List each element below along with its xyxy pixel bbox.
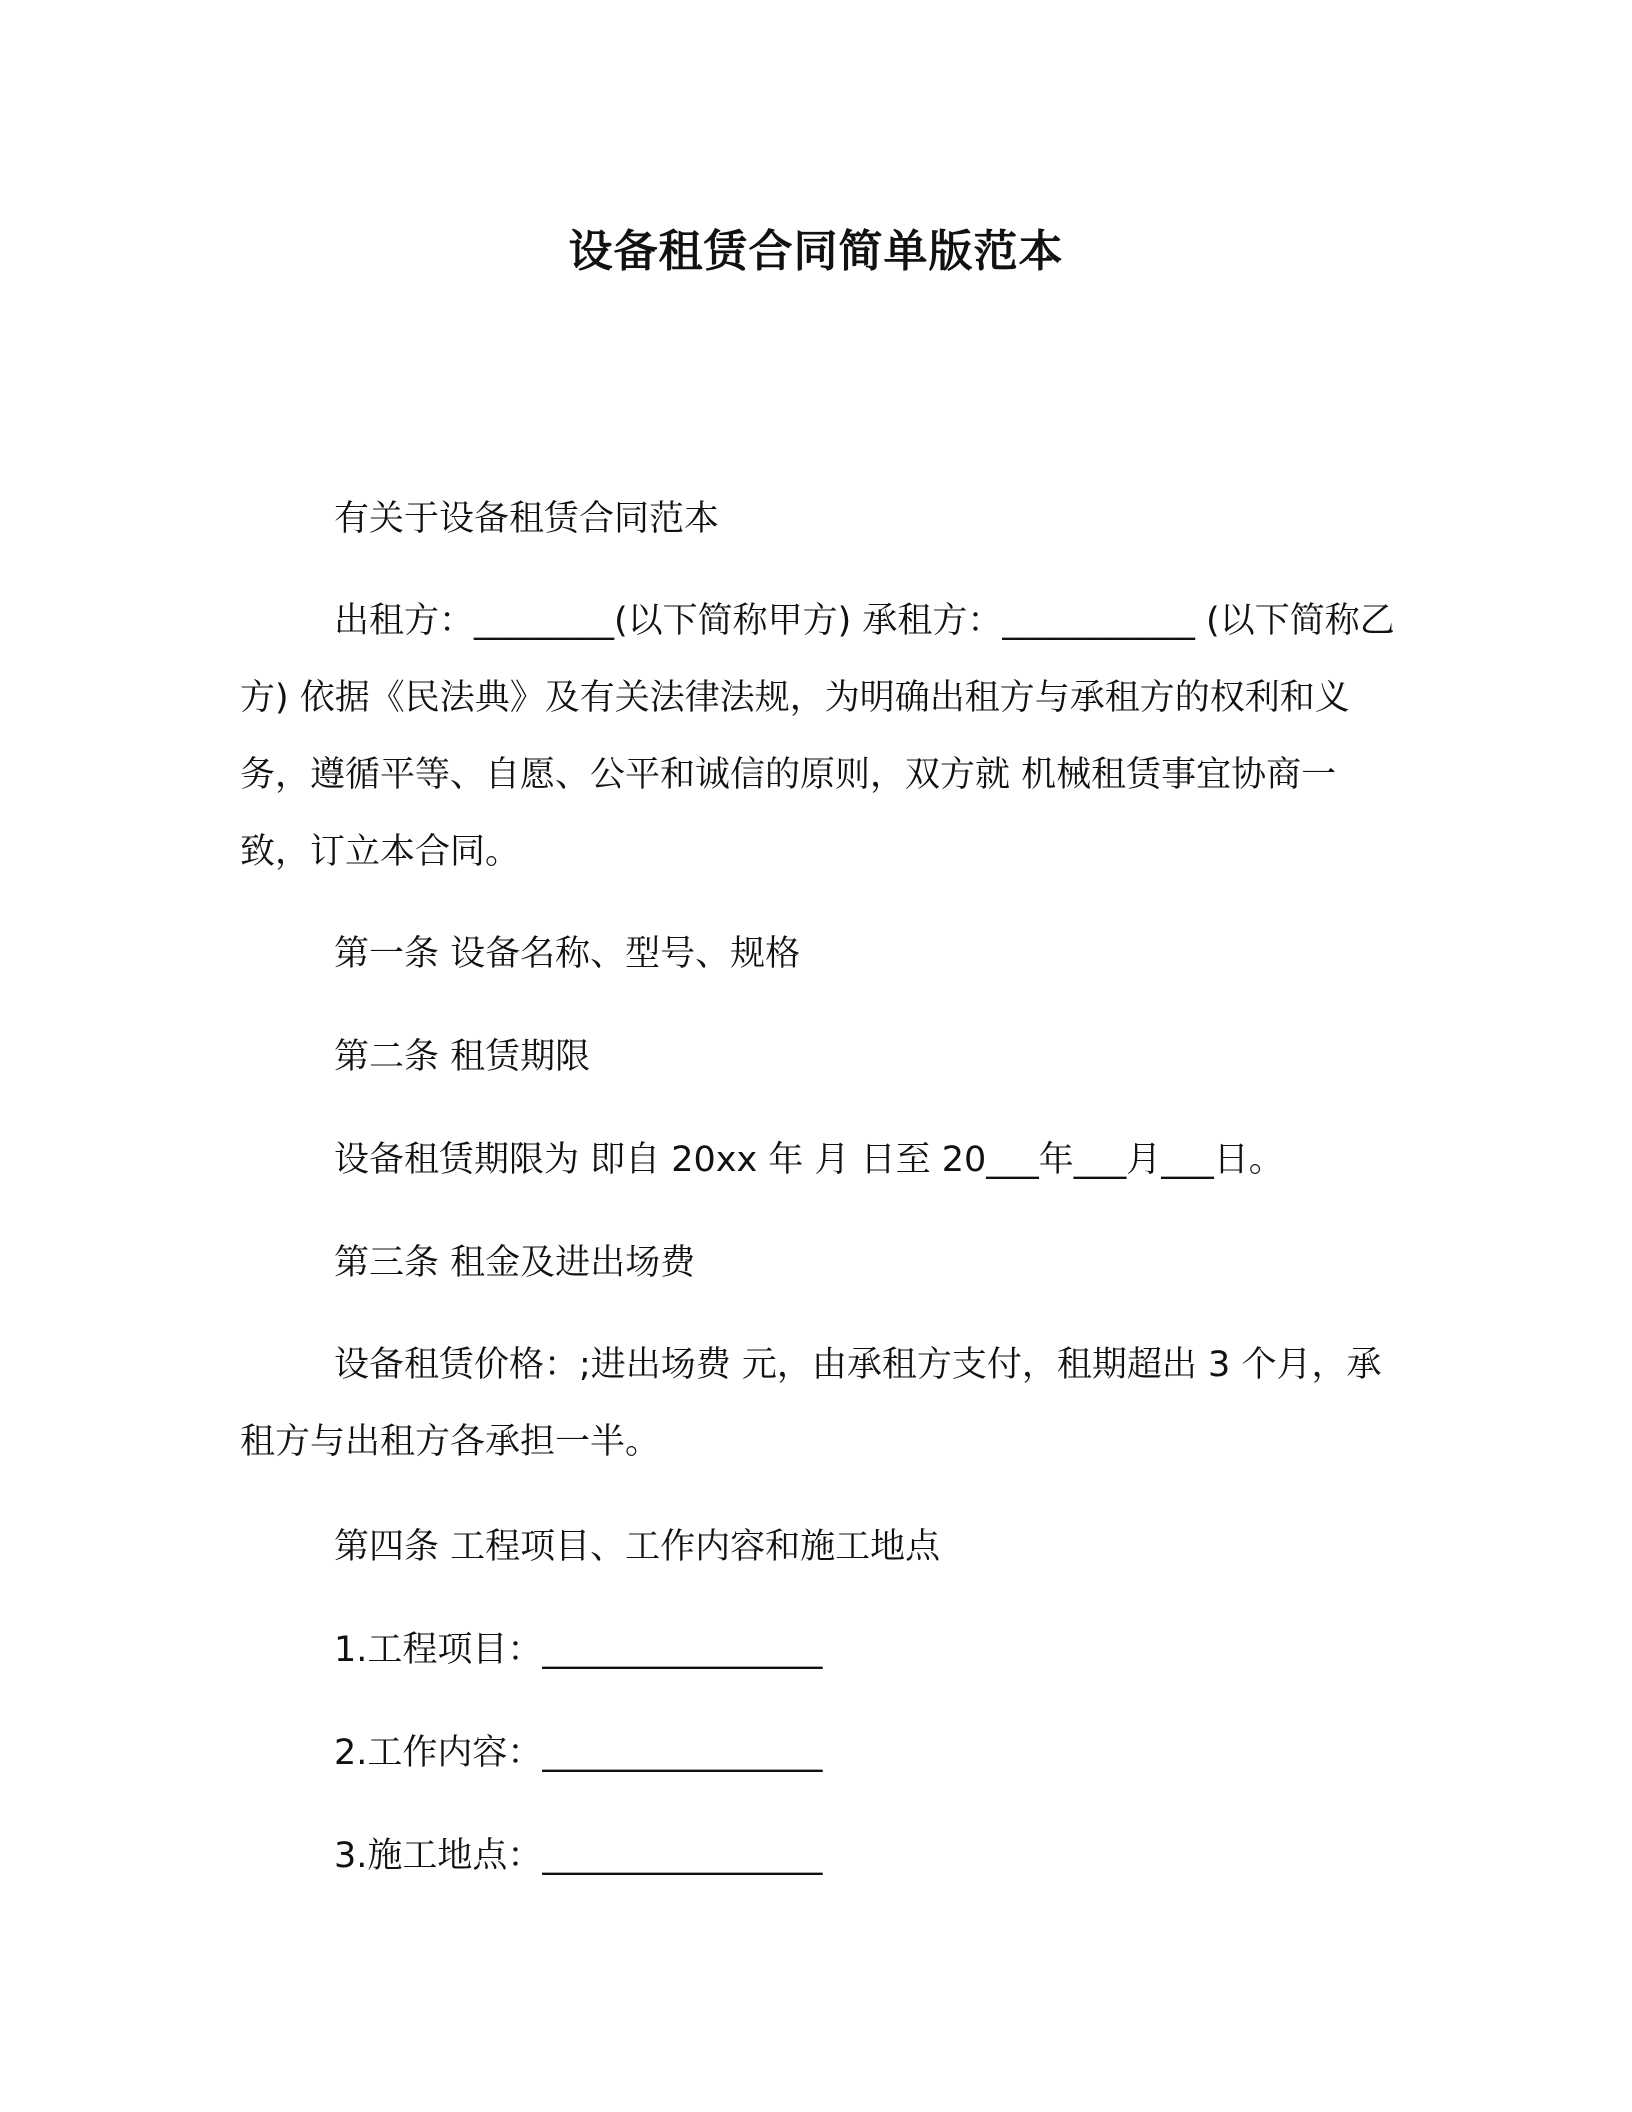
article-3-heading: 第三条 租金及进出场费 xyxy=(334,1243,696,1283)
article-4-item-1: 1.工程项目：________________ xyxy=(334,1630,823,1670)
article-4-item-3: 3.施工地点：________________ xyxy=(334,1836,823,1876)
article-4-item-2: 2.工作内容：________________ xyxy=(334,1733,823,1773)
document-subtitle: 有关于设备租赁合同范本 xyxy=(334,499,720,539)
article-2-heading: 第二条 租赁期限 xyxy=(334,1037,591,1077)
article-3-text: 设备租赁价格：;进出场费 元，由承租方支付，租期超出 3 个月，承租方与出租方各承担一半。 xyxy=(240,1345,1382,1462)
article-4-heading: 第四条 工程项目、工作内容和施工地点 xyxy=(334,1527,941,1567)
preamble-paragraph: 出租方：________(以下简称甲方) 承租方：___________ (以下简称乙方) 依据《民法典》及有关法律法规，为明确出租方与承租方的权利和义务，遵循平等、自愿、公平和诚信的原则，双方就 机械租赁事宜协商一致，订立本合同。 xyxy=(240,601,1395,872)
document-title: 设备租赁合同简单版范本 xyxy=(568,226,1064,277)
article-1-heading: 第一条 设备名称、型号、规格 xyxy=(334,934,801,974)
article-2-text: 设备租赁期限为 即自 20xx 年 月 日至 20___年___月___日。 xyxy=(334,1140,1284,1180)
